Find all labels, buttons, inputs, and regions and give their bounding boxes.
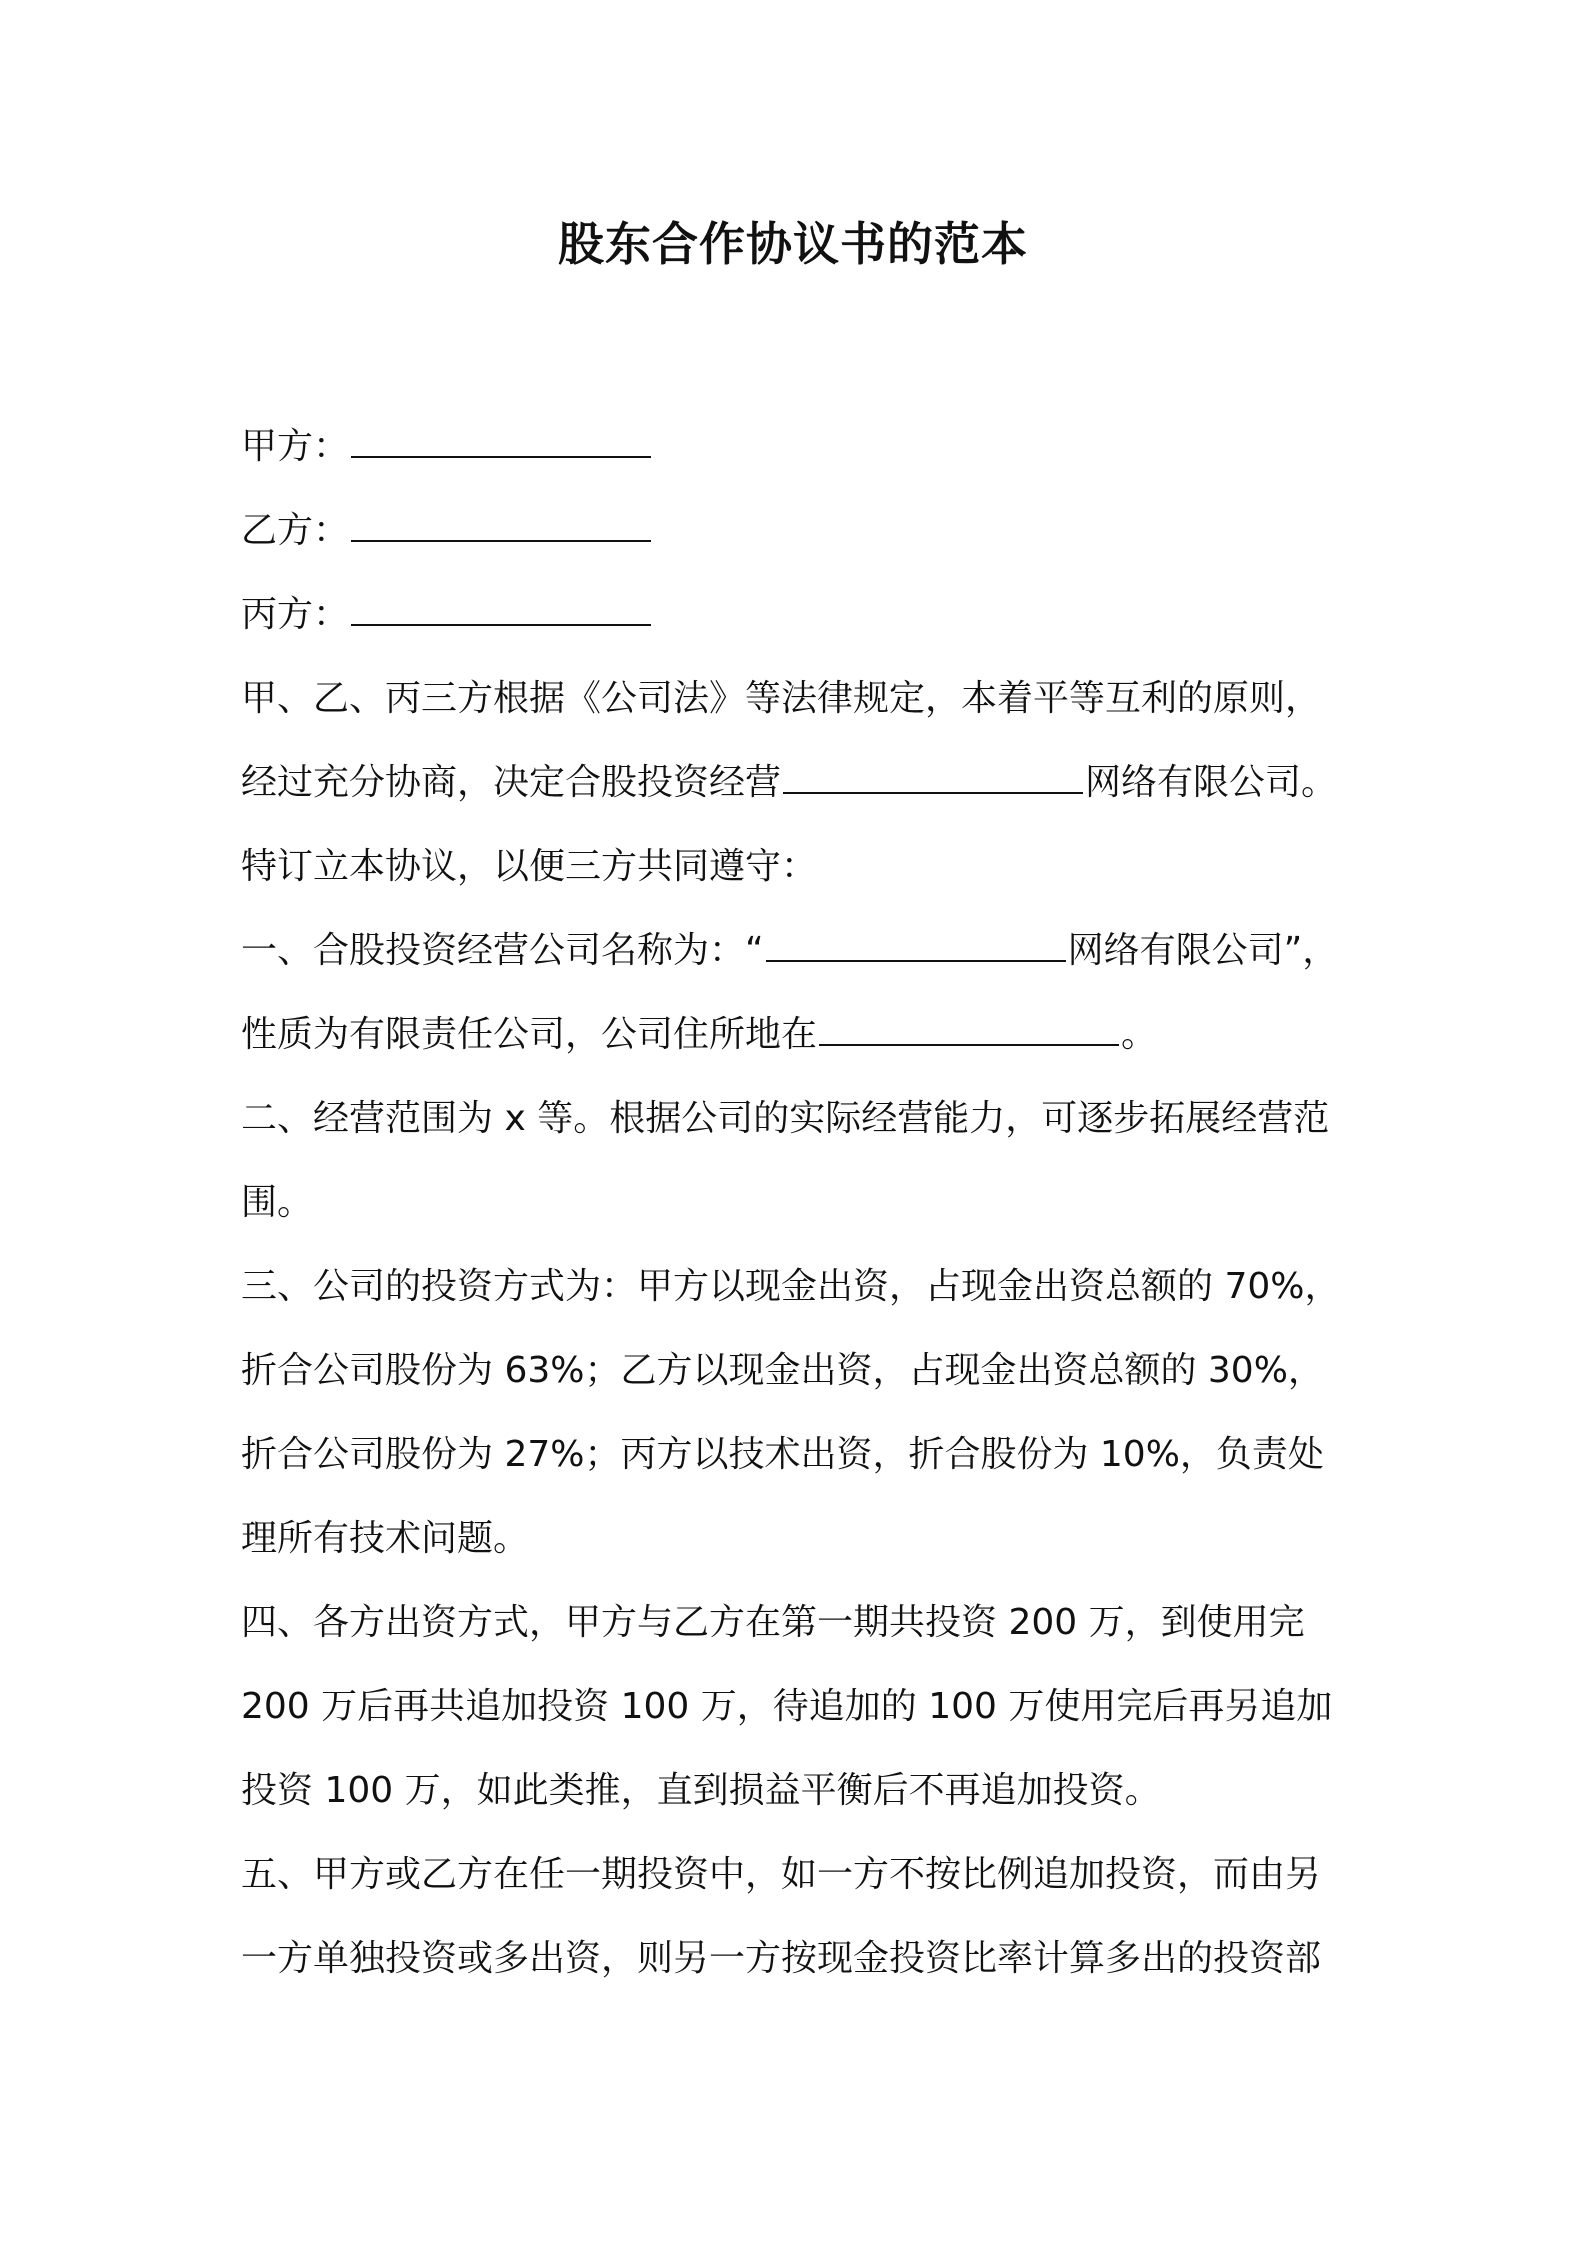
party-line-b xyxy=(241,489,1361,573)
text-span: 特订立本协议，以便三方共同遵守： xyxy=(241,846,818,887)
text-span: 二、经营范围为 x 等。根据公司的实际经营能力，可逐步拓展经营范 xyxy=(241,1098,1330,1139)
party-a-blank xyxy=(351,422,651,458)
text-span: 性质为有限责任公司，公司住所地在 xyxy=(241,1014,818,1055)
text-line xyxy=(241,909,1361,993)
text-line xyxy=(241,1245,1361,1329)
text-span: 折合公司股份为 63%；乙方以现金出资，占现金出资总额的 30%， xyxy=(241,1350,1324,1391)
text-line xyxy=(241,1497,1361,1581)
text-span: 四、各方出资方式，甲方与乙方在第一期共投资 200 万，到使用完 xyxy=(241,1602,1305,1643)
company-name-blank-2 xyxy=(766,926,1066,962)
text-span: 围。 xyxy=(241,1182,314,1223)
text-span: 理所有技术问题。 xyxy=(241,1518,530,1559)
text-span: 网络有限公司”， xyxy=(1067,930,1339,971)
text-line xyxy=(241,1917,1361,2001)
text-line xyxy=(241,657,1361,741)
text-span: 一方单独投资或多出资，则另一方按现金投资比率计算多出的投资部 xyxy=(241,1938,1322,1979)
text-span: 。 xyxy=(1121,1014,1158,1055)
text-line xyxy=(241,741,1361,825)
document-title: 股东合作协议书的范本 xyxy=(558,217,1028,271)
text-span: 网络有限公司。 xyxy=(1085,762,1338,803)
text-line xyxy=(241,1077,1361,1161)
text-span: 折合公司股份为 27%；丙方以技术出资，折合股份为 10%，负责处 xyxy=(241,1434,1324,1475)
text-span: 甲、乙、丙三方根据《公司法》等法律规定，本着平等互利的原则， xyxy=(241,678,1322,719)
text-span: 投资 100 万，如此类推，直到损益平衡后不再追加投资。 xyxy=(241,1770,1161,1811)
party-line-c xyxy=(241,573,1361,657)
text-span: 三、公司的投资方式为：甲方以现金出资，占现金出资总额的 70%， xyxy=(241,1266,1341,1307)
text-line xyxy=(241,1833,1361,1917)
company-name-blank xyxy=(783,758,1083,794)
text-span: 五、甲方或乙方在任一期投资中，如一方不按比例追加投资，而由另 xyxy=(241,1854,1322,1895)
party-label-a: 甲方： xyxy=(241,426,350,467)
text-line xyxy=(241,1161,1361,1245)
party-line-a xyxy=(241,405,1361,489)
text-span: 200 万后再共追加投资 100 万，待追加的 100 万使用完后再另追加 xyxy=(241,1686,1333,1727)
text-line xyxy=(241,993,1361,1077)
party-b-blank xyxy=(351,506,651,542)
text-span: 一、合股投资经营公司名称为：“ xyxy=(241,930,764,971)
address-blank xyxy=(819,1010,1119,1046)
text-line xyxy=(241,825,1361,909)
text-line xyxy=(241,1413,1361,1497)
text-line xyxy=(241,1665,1361,1749)
document-body xyxy=(241,405,1361,2001)
text-line xyxy=(241,1581,1361,1665)
party-label-b: 乙方： xyxy=(241,510,350,551)
party-c-blank xyxy=(351,590,651,626)
text-line xyxy=(241,1329,1361,1413)
text-line xyxy=(241,1749,1361,1833)
party-label-c: 丙方： xyxy=(241,594,350,635)
text-span: 经过充分协商，决定合股投资经营 xyxy=(241,762,782,803)
